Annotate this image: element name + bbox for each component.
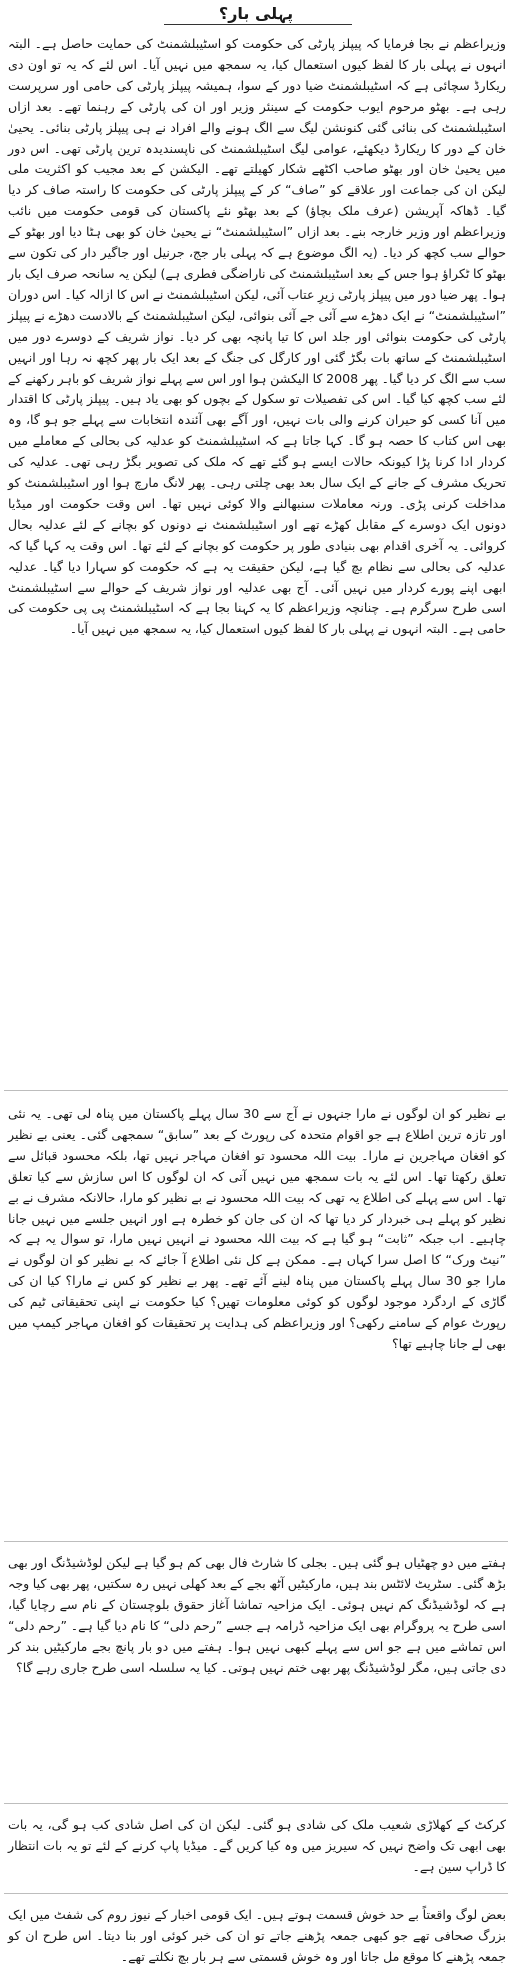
section-divider <box>4 1803 508 1804</box>
section-5 <box>8 1905 506 1968</box>
section-2 <box>8 1104 506 1355</box>
title-underline <box>164 24 352 25</box>
section-5-text: بعض لوگ واقعتاً بے حد خوش قسمت ہوتے ہیں۔ ایک قومی اخبار کے نیوز روم کی شفٹ میں ایک بزرگ صحافی تھے جو کبھی جمعہ پڑھنے جاتے تو ان کی خبر کوئی اور بنا دیتا۔ اس طرح ان کو جمعہ پڑھنے کا موقع مل جاتا اور وہ خوش قسمتی سے ہر بار بچ نکلتے تھے۔ <box>8 1907 506 1964</box>
article-title: پہلی بار؟ <box>218 4 294 23</box>
section-divider <box>4 1541 508 1542</box>
section-divider <box>4 1090 508 1091</box>
section-2-text: بے نظیر کو ان لوگوں نے مارا جنہوں نے آج سے 30 سال پہلے پاکستان میں پناہ لی تھی۔ یہ نئی اور تازہ ترین اطلاع ہے جو اقوام متحدہ کی رپورٹ کے بعد ”سابق“ سمجھی گئی۔ یعنی بے نظیر کو افغان مہاجرین نے مارا۔ بیت اللہ محسود تو افغان مہاجر نہیں تھا، بلکہ محسود قبائل سے تعلق رکھتا تھا۔ اس لئے یہ بات سمجھ میں نہیں آتی کہ ان لوگوں کا اس سازش سے کیا تعلق تھا۔ اس سے پہلے کی اطلاع یہ تھی کہ بیت اللہ محسود نے بے نظیر کو مارا، حالانکہ مشرف نے بے نظیر کو پہلے ہی خبردار کر دیا تھا کہ ان کی جان کو خطرہ ہے اور انہیں جلسے میں نہیں جانا چاہیے۔ اب جبکہ ”ثابت“ ہو گیا ہے کہ بیت اللہ محسود نے انہیں نہیں مارا، تو سوال یہ ہے کہ ”نیٹ ورک“ کا اصل سرا کہاں ہے۔ ممکن ہے کل نئی اطلاع آ جائے کہ بے نظیر کو ان لوگوں نے مارا جو 30 سال پہلے پاکستان میں پناہ لینے آئے تھے۔ پھر بے نظیر کو کس نے مارا؟ کیا ان کی گاڑی کے اردگرد موجود لوگوں کو کوئی معلومات تھیں؟ کیا حکومت نے اپنی تحقیقاتی ٹیم کی رپورٹ عوام کے سامنے رکھی؟ اور وزیراعظم کی ہدایت پر تحقیقات کو افغان مہاجر کیمپ میں بھی لے جانا چاہیے تھا؟ <box>8 1106 506 1351</box>
section-1-text: وزیراعظم نے بجا فرمایا کہ پیپلز پارٹی کی حکومت کو اسٹیبلشمنٹ کی حمایت حاصل ہے۔ البتہ انہوں نے پہلی بار کا لفظ کیوں استعمال کیا، یہ سمجھ میں نہیں آیا۔ اس لئے کہ یہ تو اون دی ریکارڈ سچائی ہے کہ اسٹیبلشمنٹ ضیا دور کے سوا، ہمیشہ پیپلز پارٹی کی حامی اور سرپرست رہی ہے۔ بھٹو مرحوم ایوب حکومت کے سینئر وزیر اور ان کی پارٹی کے رہنما تھے۔ بعد ازاں اسٹیبلشمنٹ کی بنائی گئی کنونشن لیگ سے الگ ہونے والے افراد نے ہی پیپلز پارٹی بنائی۔ یحییٰ خان کے دور کا ریکارڈ دیکھئے، عوامی لیگ اسٹیبلشمنٹ کی ناپسندیدہ ترین پارٹی تھی۔ اس دور میں یحییٰ خان اور بھٹو صاحب اکٹھے شکار کھیلتے تھے۔ الیکشن کے بعد مجیب کو اکثریت ملی لیکن ان کی جماعت اور علاقے کو ”صاف“ کر کے پیپلز پارٹی کی حکومت کا راستہ صاف کر دیا گیا۔ ڈھاکہ آپریشن (عرف ملک بچاؤ) کے بعد بھٹو نئے پاکستان کی قومی حکومت میں نائب وزیراعظم اور وزیر خارجہ بنے۔ بعد ازاں ”اسٹیبلشمنٹ“ نے یحییٰ خان کو بھی ہٹا دیا اور بھٹو کے حوالے سب کچھ کر دیا۔ (یہ الگ موضوع ہے کہ پہلی بار جج، جرنیل اور جاگیر دار کی تکون سے بھٹو کا ٹکراؤ ہوا جس کے بعد اسٹیبلشمنٹ کی ناراضگی فطری ہے) لیکن یہ سانحہ صرف ایک بار ہوا۔ پھر ضیا دور میں پیپلز پارٹی زیرِ عتاب آئی، لیکن اسٹیبلشمنٹ نے اس کا ازالہ کیا۔ اس دوران ”اسٹیبلشمنٹ“ نے ایک دھڑے سے آئی جے آئی بنوائی، لیکن اسٹیبلشمنٹ کے بالادست دھڑے نے پیپلز پارٹی کی حکومت بنوائی اور جلد اس کا تیا پانچہ بھی کر دیا۔ نواز شریف کے دوسرے دور میں اسٹیبلشمنٹ کے ساتھ بات بگڑ گئی اور کارگل کی جنگ کے بعد ایک بار پھر کچھ نہ رہا اور انہیں سب سے الگ کر دیا گیا۔ پھر 2008 کا الیکشن ہوا اور اس سے پہلے نواز شریف کو باہر رکھنے کے لئے سب کچھ کیا گیا۔ اس کی تفصیلات تو سکول کے بچوں کو بھی یاد ہیں۔ پیپلز پارٹی کا اقتدار میں آنا کسی کو حیران کرنے والی بات نہیں، اور آگے بھی آئندہ انتخابات سے پہلے جو ہو گا، وہ بھی اس کتاب کا حصہ ہو گا۔ کہا جاتا ہے کہ اسٹیبلشمنٹ کو عدلیہ کی بحالی کے معاملے میں کردار ادا کرنا پڑا کیونکہ حالات ایسے ہو گئے تھے کہ ملک کی تصویر بگڑ رہی تھی۔ عدلیہ کی تحریک مشرف کے جانے کے ایک سال بعد بھی چلتی رہی۔ پھر لانگ مارچ ہوا اور اسٹیبلشمنٹ کو مداخلت کرنی پڑی۔ ورنہ معاملات سنبھالنے والا کوئی نہیں تھا۔ اس وقت حکومت اور میڈیا دونوں ایک دوسرے کے مقابل کھڑے تھے اور اسٹیبلشمنٹ نے دونوں کو بچانے کے لئے عدلیہ بحال کروائی۔ یہ آخری اقدام بھی بنیادی طور پر حکومت کو بچانے کے لئے تھا۔ اس وقت یہ کہا گیا کہ عدلیہ کی بحالی سے نظام بچ گیا ہے، لیکن حقیقت یہ ہے کہ حکومت کو سہارا دیا گیا۔ عدلیہ ابھی اپنے پورے کردار میں نہیں آئی۔ آج بھی عدلیہ اور نواز شریف کے حوالے سے اسٹیبلشمنٹ اسی طرح سرگرم ہے۔ چنانچہ وزیراعظم کا یہ کہنا بجا ہے کہ اسٹیبلشمنٹ پی پی حکومت کی حامی ہے۔ البتہ انہوں نے پہلی بار کا لفظ کیوں استعمال کیا، یہ سمجھ میں نہیں آیا۔ <box>8 36 506 637</box>
section-4 <box>8 1815 506 1878</box>
section-4-text: کرکٹ کے کھلاڑی شعیب ملک کی شادی ہو گئی۔ لیکن ان کی اصل شادی کب ہو گی، یہ بات بھی ابھی تک واضح نہیں کہ سیریز میں وہ کیا کریں گے۔ میڈیا پاپ کرنے کے لئے تو یہ بات انتظار کا ڈراپ سین ہے۔ <box>8 1817 506 1874</box>
section-1 <box>8 34 506 640</box>
section-divider <box>4 1893 508 1894</box>
section-3-text: ہفتے میں دو چھٹیاں ہو گئی ہیں۔ بجلی کا شارٹ فال بھی کم ہو گیا ہے لیکن لوڈشیڈنگ اور بھی بڑھ گئی۔ سٹریٹ لائٹس بند ہیں، مارکیٹیں آٹھ بجے کے بعد کھلی نہیں رہ سکتیں، پھر بھی کیا وجہ ہے کہ لوڈشیڈنگ کم نہیں ہوئی۔ ایک مزاحیہ تماشا آغاز حقوق بلوچستان کے نام سے رچایا گیا، اسی طرح یہ پروگرام بھی ایک مزاحیہ ڈرامہ ہے جسے ”رحم دلی“ کا نام دیا گیا ہے۔ ”رحم دلی“ اس تماشے میں ہے جو اس سے پہلے کبھی نہیں ہوا۔ ہفتے میں دو بار پانچ بجے مارکیٹیں بند کر دی جاتی ہیں، مگر لوڈشیڈنگ پھر بھی ختم نہیں ہوتی۔ کیا یہ سلسلہ اسی طرح جاری رہے گا؟ <box>8 1555 506 1675</box>
section-3 <box>8 1553 506 1678</box>
